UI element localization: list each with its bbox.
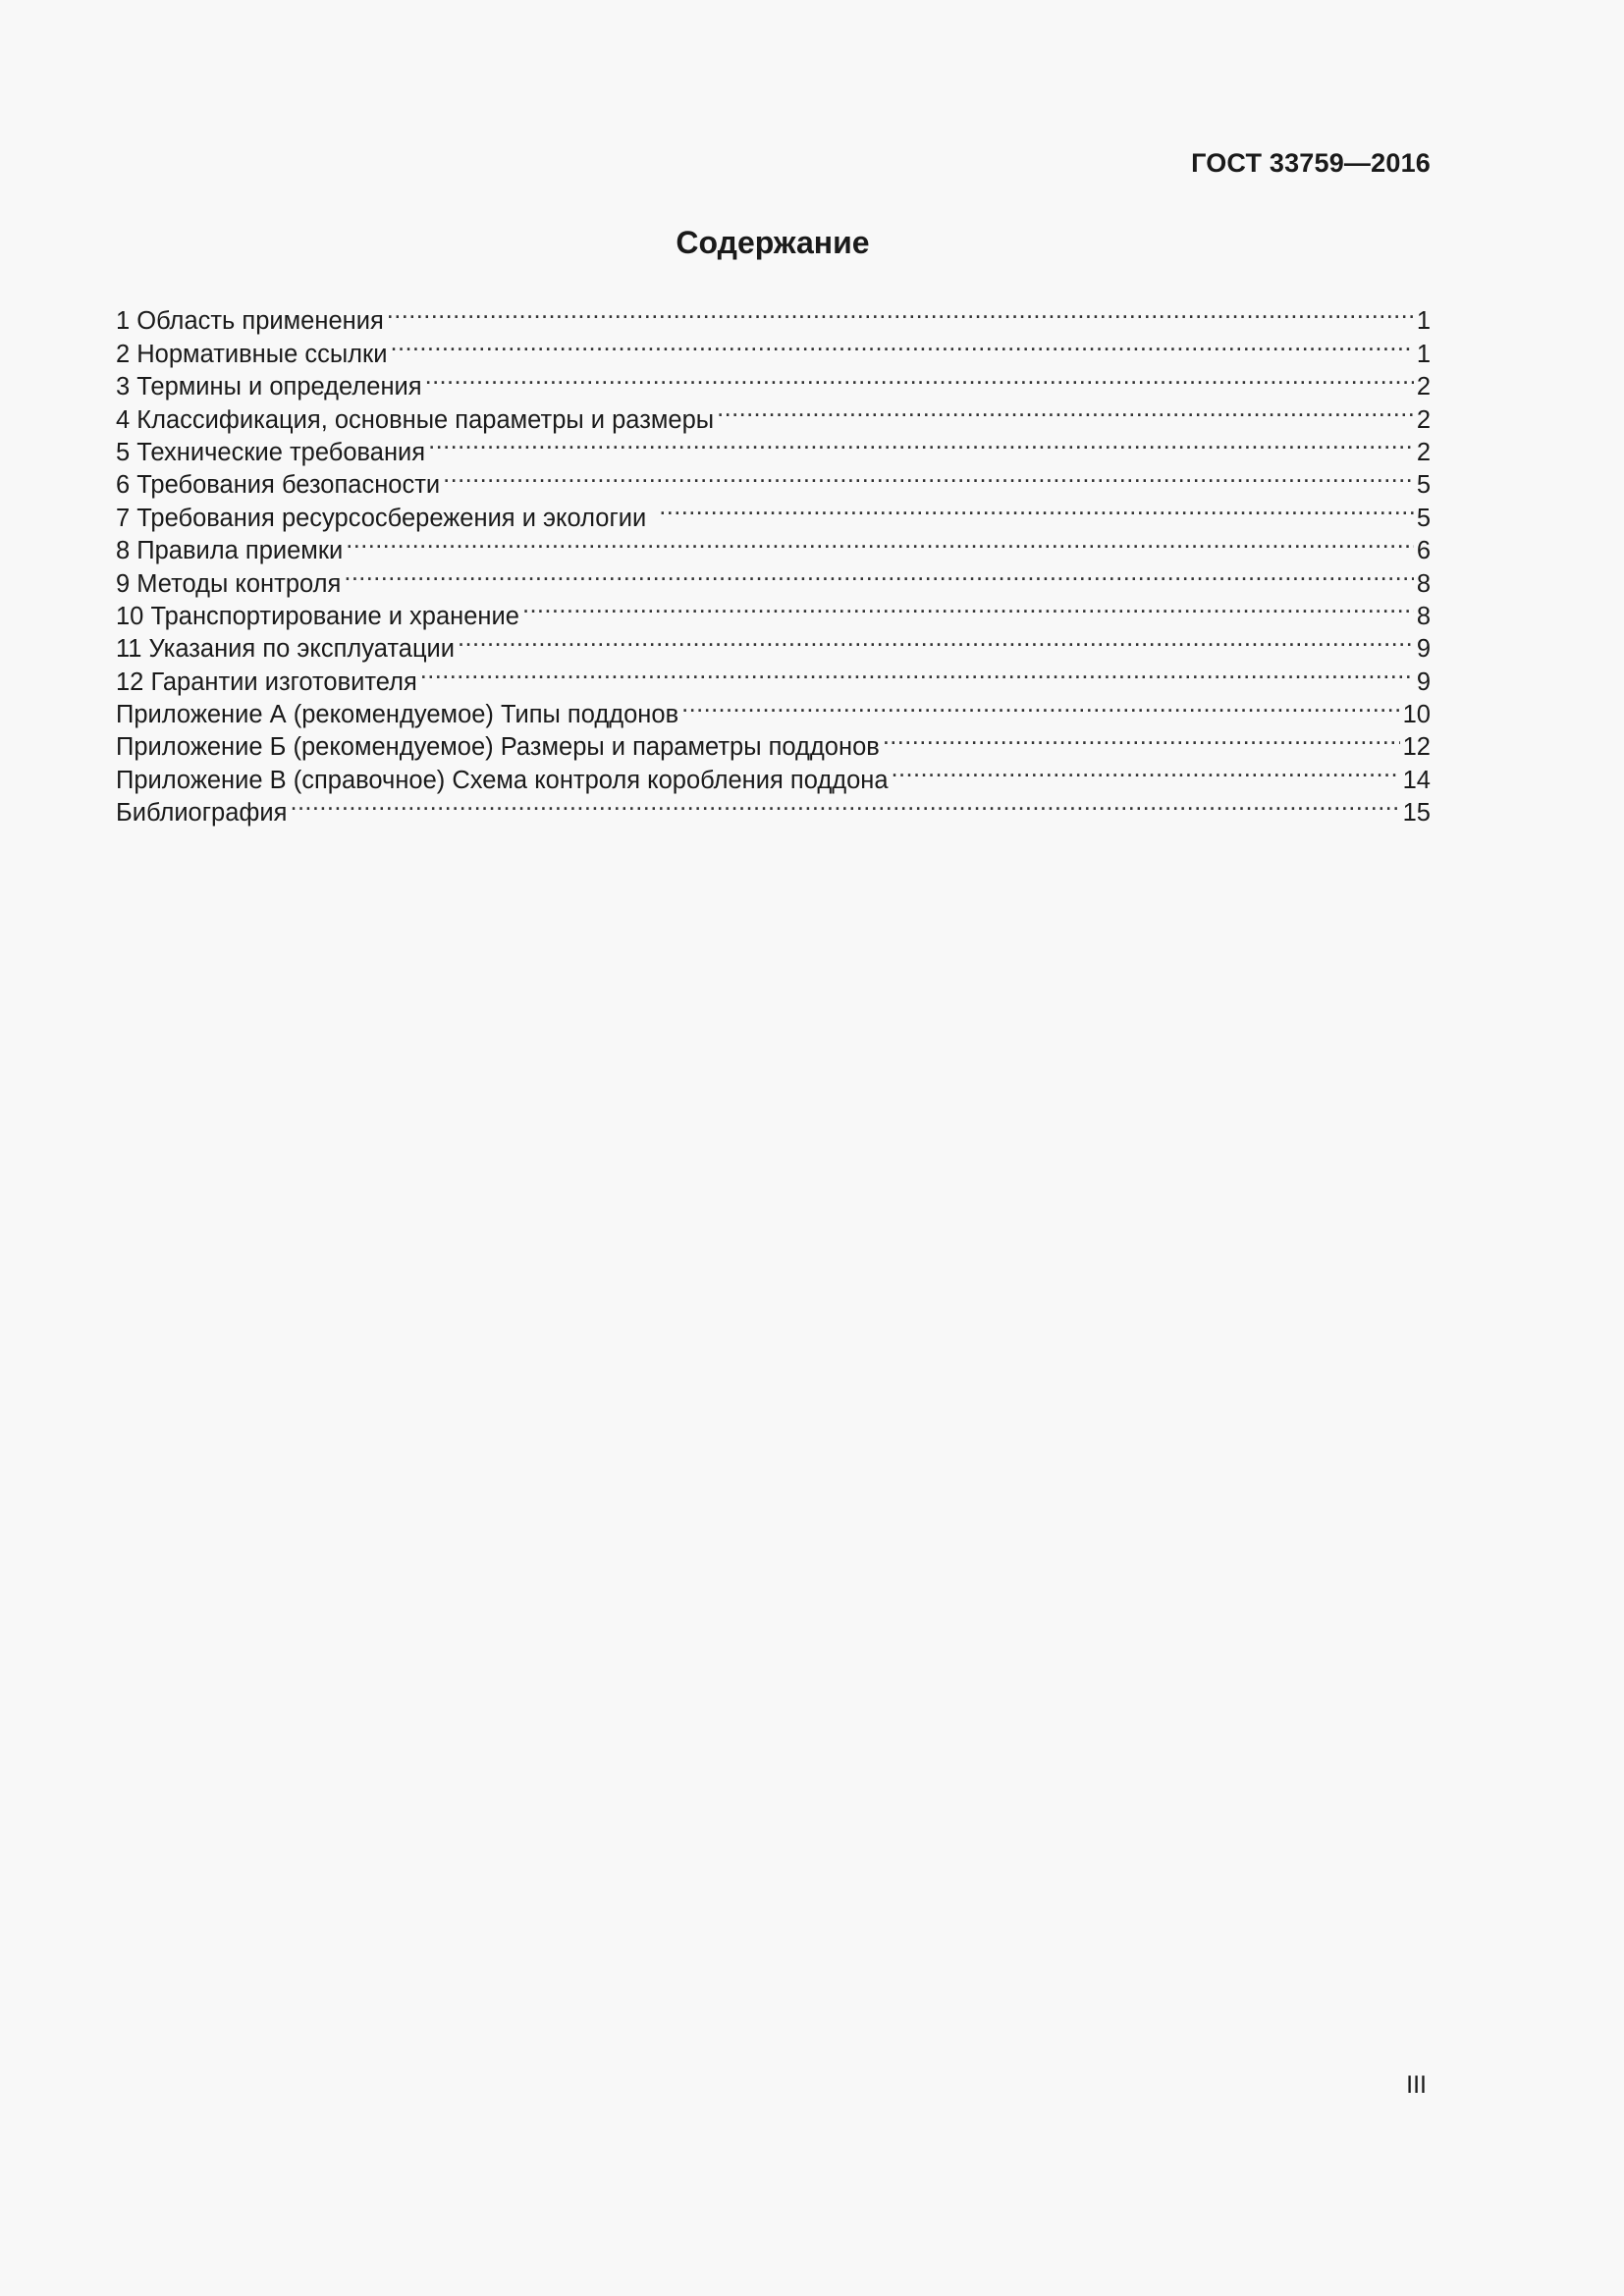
toc-entry-page: 10 [1402, 701, 1431, 729]
page-number: III [1406, 2071, 1427, 2099]
toc-entry-page: 2 [1416, 405, 1431, 434]
toc-title: Содержание [676, 225, 870, 260]
toc-entry-page: 6 [1416, 537, 1431, 565]
toc-entry-page: 2 [1416, 373, 1431, 401]
toc-entry-1[interactable] [116, 296, 1431, 336]
toc-leader-dots [346, 526, 1414, 559]
toc-leader-dots [717, 395, 1414, 427]
toc-leader-dots [425, 362, 1414, 395]
toc-leader-dots [428, 428, 1414, 460]
toc-leader-dots [420, 657, 1414, 689]
toc-entry-label: 5 Технические требования [116, 438, 426, 466]
toc-entry-label: 12 Гарантии изготовителя [116, 667, 417, 696]
toc-leader-dots [892, 755, 1400, 787]
toc-entry-label: 9 Методы контроля [116, 569, 342, 598]
toc-entry-label: 4 Классификация, основные параметры и размеры [116, 405, 715, 434]
table-of-contents [116, 296, 1431, 828]
toc-entry-label: 2 Нормативные ссылки [116, 340, 388, 368]
toc-entry-label: 6 Требования безопасности [116, 471, 441, 500]
toc-entry-label: Приложение В (справочное) Схема контроля коробления поддона [116, 766, 889, 794]
toc-entry-page: 12 [1402, 733, 1431, 762]
toc-leader-dots [443, 460, 1414, 493]
toc-entry-label: Приложение А (рекомендуемое) Типы поддонов [116, 701, 679, 729]
toc-entry-page: 14 [1402, 766, 1431, 794]
toc-entry-label: 7 Требования ресурсосбережения и экологии [116, 504, 647, 532]
toc-entry-page: 1 [1416, 307, 1431, 336]
toc-leader-dots [659, 493, 1414, 525]
toc-leader-dots [681, 690, 1400, 722]
toc-entry-label: 11 Указания по эксплуатации [116, 635, 456, 664]
toc-leader-dots [883, 722, 1400, 755]
toc-entry-label: 3 Термины и определения [116, 373, 422, 401]
document-code: ГОСТ 33759—2016 [1191, 148, 1431, 178]
toc-entry-page: 9 [1416, 667, 1431, 696]
toc-leader-dots [290, 788, 1399, 821]
toc-entry-page: 5 [1416, 504, 1431, 532]
toc-entry-page: 1 [1416, 340, 1431, 368]
toc-entry-page: 5 [1416, 471, 1431, 500]
toc-entry-page: 8 [1416, 602, 1431, 630]
toc-entry-bibliography[interactable] [116, 788, 1431, 828]
toc-entry-page: 2 [1416, 438, 1431, 466]
toc-entry-page: 8 [1416, 569, 1431, 598]
toc-leader-dots [458, 624, 1414, 657]
toc-entry-label: Библиография [116, 799, 288, 828]
toc-leader-dots [344, 559, 1413, 591]
toc-entry-page: 9 [1416, 635, 1431, 664]
toc-entry-label: 10 Транспортирование и хранение [116, 602, 519, 630]
toc-entry-label: Приложение Б (рекомендуемое) Размеры и параметры поддонов [116, 733, 880, 762]
toc-leader-dots [387, 296, 1414, 329]
toc-entry-page: 15 [1402, 799, 1431, 828]
toc-entry-label: 1 Область применения [116, 307, 384, 336]
toc-leader-dots [390, 329, 1413, 361]
toc-entry-label: 8 Правила приемки [116, 537, 344, 565]
toc-leader-dots [522, 592, 1414, 624]
